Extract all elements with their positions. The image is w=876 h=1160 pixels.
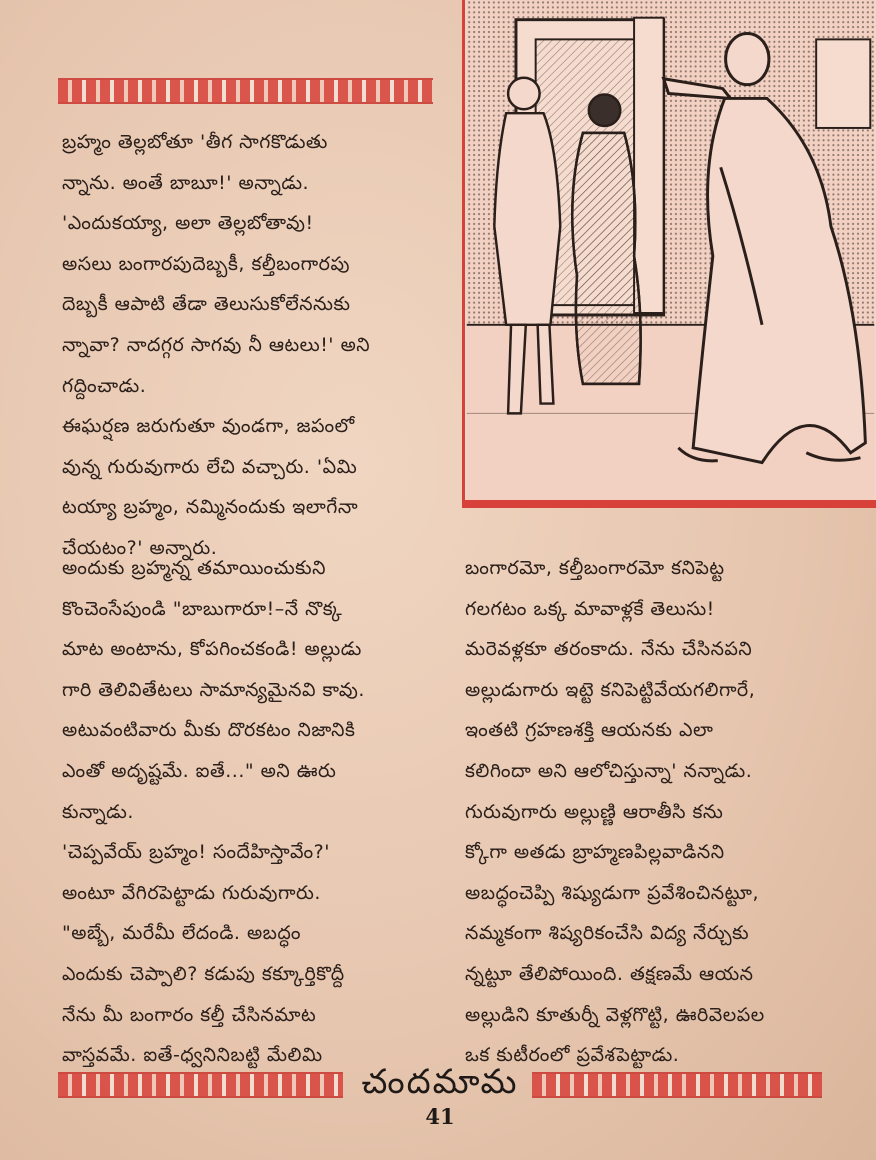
paragraph-line: న్నాను. అంతే బాబూ!' అన్నాడు.: [62, 171, 310, 194]
text-column-right: [465, 548, 805, 1076]
paragraph-line: అల్లుడుగారు ఇట్టె కనిపెట్టివేయగలిగారే,: [465, 678, 756, 701]
paragraph-line: కలిగిందా అని ఆలోచిస్తున్నా' నన్నాడు.: [465, 759, 753, 782]
paragraph-line: న్నట్టూ తేలిపోయింది. తక్షణమే ఆయన: [465, 962, 754, 985]
paragraph-line: 'ఎందుకయ్యా, అలా తెల్లబోతావు!: [62, 212, 314, 235]
paragraph-line: గలగటం ఒక్క మావాళ్లకే తెలుసు!: [465, 597, 715, 620]
decorative-border-bottom-left: [58, 1072, 343, 1098]
paragraph-line: బ్రహ్మం తెల్లబోతూ 'తీగ సాగకొడుతు: [62, 131, 328, 153]
text-column-left-bottom: [62, 548, 442, 1076]
paragraph-line: కున్నాడు.: [62, 800, 134, 823]
paragraph-line: ఒక కుటీరంలో ప్రవేశపెట్టాడు.: [465, 1044, 680, 1067]
paragraph-line: అందుకు బ్రహ్మన్న తమాయించుకుని: [62, 557, 326, 579]
paragraph-line: అసలు బంగారపుదెబ్బకీ, కల్తీబంగారపు: [62, 252, 350, 275]
paragraph-line: వున్న గురువుగారు లేచి వచ్చారు. 'ఏమి: [62, 455, 358, 478]
paragraph-line: చేయటం?' అన్నారు.: [62, 536, 218, 559]
paragraph-line: న్నావా? నాదగ్గర సాగవు నీ ఆటలు!' అని: [62, 333, 371, 356]
paragraph-line: గద్దించాడు.: [62, 374, 147, 397]
paragraph-line: గారి తెలివితేటలు సామాన్యమైనవి కావు.: [62, 678, 365, 701]
page-number: 41: [425, 1104, 455, 1129]
paragraph-line: 'చెప్పవేయ్ బ్రహ్మం! సందేహిస్తావేం?': [62, 841, 330, 864]
paragraph-line: టయ్యా బ్రహ్మం, నమ్మినందుకు ఇలాగేనా: [62, 496, 359, 519]
paragraph-line: ఇంతటి గ్రహణశక్తి ఆయనకు ఎలా: [465, 719, 714, 742]
paragraph-line: కొంచెంసేపుండి "బాబుగారూ!–నే నొక్క: [62, 597, 343, 620]
text-column-left-top: [62, 122, 434, 569]
paragraph-line: "అబ్బే, మరేమీ లేదండి. అబద్ధం: [62, 922, 301, 945]
decorative-border-bottom-right: [532, 1072, 822, 1098]
paragraph-line: నమ్మకంగా శిష్యరికంచేసి విద్య నేర్చుకు: [465, 922, 750, 945]
magazine-masthead: చందమామ: [361, 1062, 519, 1102]
paragraph-line: గురువుగారు అల్లుణ్ణి ఆరాతీసి కను: [465, 800, 724, 823]
paragraph-line: ఈఘర్షణ జరుగుతూ వుండగా, జపంలో: [62, 415, 355, 438]
paragraph-line: క్కోగా అతడు బ్రాహ్మణపిల్లవాడినని: [465, 841, 725, 864]
paragraph-line: అంటూ వేగిరపెట్టాడు గురువుగారు.: [62, 881, 321, 904]
illustration-old-man-pointing-icon: [465, 0, 876, 500]
paragraph-line: మరెవళ్లకూ తరంకాదు. నేను చేసినపని: [465, 638, 753, 661]
paragraph-line: ఎందుకు చెప్పాలి? కడుపు కక్కూర్తికొద్దీ: [62, 962, 345, 985]
paragraph-line: వాస్తవమే. ఐతే-ధ్వనినిబట్టి మేలిమి: [62, 1044, 323, 1067]
paragraph-line: అల్లుడిని కూతుర్నీ వెళ్లగొట్టి, ఊరివెలపల: [465, 1003, 765, 1026]
decorative-border-top: [58, 78, 433, 104]
paragraph-line: అబద్ధంచెప్పి శిష్యుడుగా ప్రవేశించినట్టూ,: [465, 881, 759, 904]
paragraph-line: అటువంటివారు మీకు దొరకటం నిజానికి: [62, 719, 356, 742]
story-illustration: [462, 0, 876, 508]
paragraph-line: దెబ్బకీ ఆపాటి తేడా తెలుసుకోలేననుకు: [62, 293, 351, 316]
paragraph-line: నేను మీ బంగారం కల్తీ చేసినమాట: [62, 1003, 317, 1026]
paragraph-line: ఎంతో అదృష్టమే. ఐతే..." అని ఊరు: [62, 759, 337, 782]
paragraph-line: మాట అంటాను, కోపగించకండి! అల్లుడు: [62, 638, 362, 661]
paragraph-line: బంగారమో, కల్తీబంగారమో కనిపెట్ట: [465, 557, 725, 579]
